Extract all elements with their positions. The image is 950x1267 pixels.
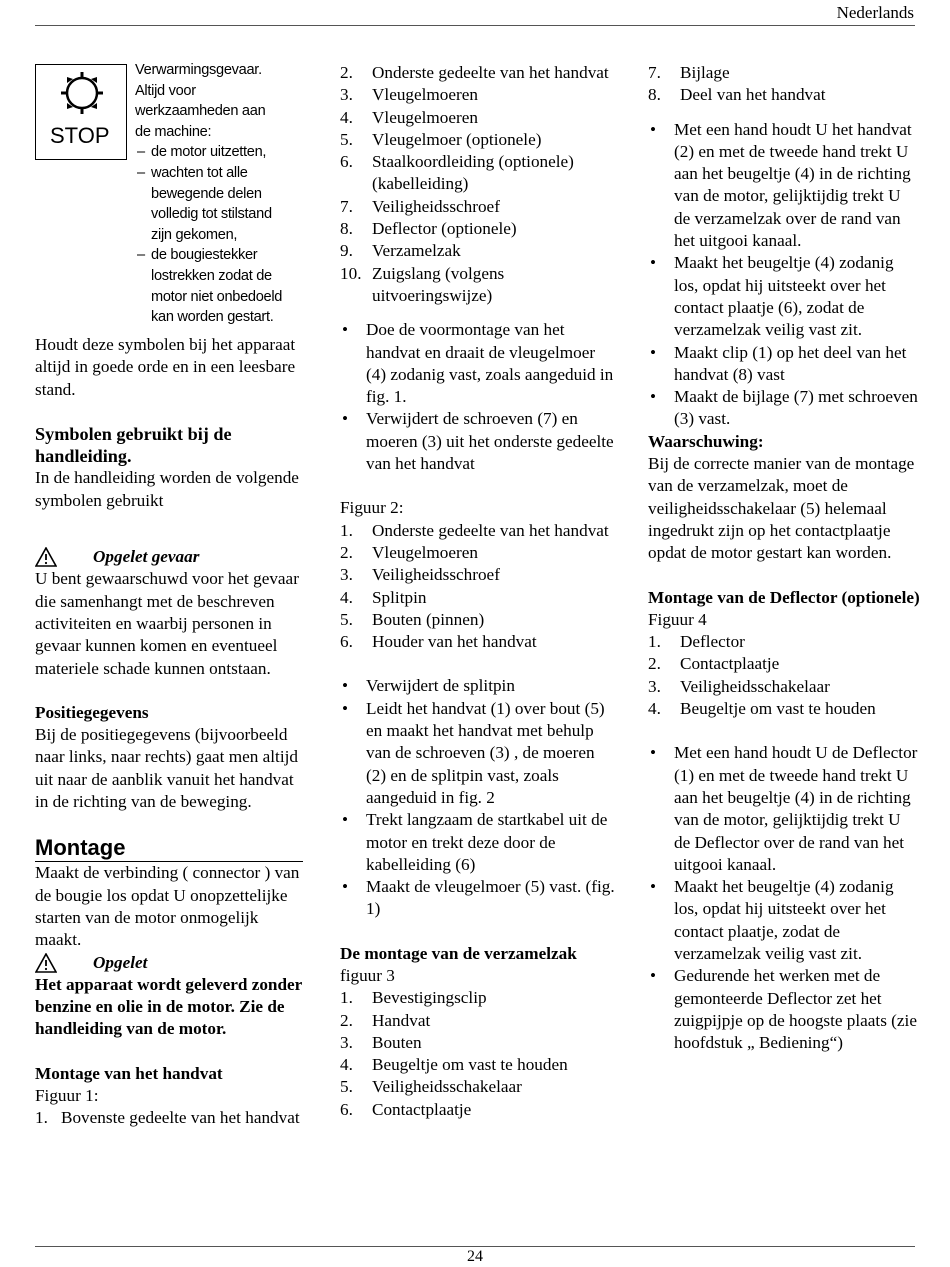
- header-language: Nederlands: [836, 3, 914, 22]
- page-number: 24: [467, 1248, 483, 1265]
- footer-rule: [35, 1246, 915, 1247]
- caution2-text: Het apparaat wordt geleverd zonder benzine en olie in de motor. Zie de handleiding van de motor.: [35, 974, 302, 1039]
- fig4-label: Figuur 4: [648, 609, 707, 629]
- list-item: • Trekt langzaam de startkabel uit de motor en trekt deze door de kabelleiding (6): [340, 809, 615, 876]
- symbols-keep-text: Houdt deze symbolen bij het apparaat altijd in goede orde en in een leesbare stand.: [35, 335, 296, 399]
- column-3: [648, 62, 920, 1054]
- warning-heading: Waarschuwing:: [648, 431, 764, 451]
- list-item: 7. Bijlage: [648, 63, 730, 82]
- position-text: Bij de positiegegevens (bijvoorbeeld naar links, naar rechts) gaat men altijd uit naar de aanblik vanuit het handvat in de richting van de beweging.: [35, 725, 298, 812]
- heat-warning-text: [135, 60, 325, 328]
- bag-heading: De montage van de verzamelzak: [340, 943, 577, 963]
- list-item: 10. Zuigslang (volgens uitvoeringswijze): [340, 263, 505, 305]
- heat-warning-line: de machine:: [135, 123, 212, 140]
- list-item: • Maakt de bijlage (7) met schroeven (3) vast.: [648, 386, 920, 431]
- bullets-bag: [648, 119, 920, 431]
- bullets-handle: [340, 675, 615, 920]
- fig3-list: [340, 987, 615, 1121]
- header-rule: [35, 25, 915, 26]
- list-item: 5. Vleugelmoer (optionele): [340, 129, 542, 149]
- fig2-list: [340, 520, 615, 654]
- list-item: 8. Deel van het handvat: [648, 85, 826, 105]
- list-item: 5. Bouten (pinnen): [340, 609, 485, 629]
- list-item: • Maakt het beugeltje (4) zodanig los, opdat hij uitsteekt over het contact plaatje, zodat de verzamelzak veilig vast zit.: [648, 876, 920, 965]
- handle-heading: Montage van het handvat: [35, 1063, 223, 1083]
- list-item: 2. Onderste gedeelte van het handvat: [340, 63, 609, 82]
- fig4-list: [648, 631, 920, 720]
- list-item: 6. Staalkoordleiding (optionele) (kabelleiding): [340, 152, 574, 194]
- list-item: 2. Vleugelmoeren: [340, 542, 478, 562]
- montage-heading: Montage: [35, 835, 303, 862]
- list-item: • Doe de voormontage van het handvat en draait de vleugelmoer (4) zodanig vast, zoals aangeduid in fig. 1.: [340, 319, 615, 408]
- list-item: 3. Vleugelmoeren: [340, 85, 478, 105]
- bullets-handle-pre: [340, 319, 615, 475]
- list-item: • Leidt het handvat (1) over bout (5) en maakt het handvat met behulp van de schroeven (3) , de moeren (2) en de splitpin vast, zoals aangeduid in fig. 2: [340, 698, 615, 809]
- montage-text: Maakt de verbinding ( connector ) van de bougie los opdat U onopzettelijke starten van de motor onmogelijk maakt.: [35, 863, 300, 950]
- fig1-list-cont: [340, 62, 615, 307]
- heat-warning-block: [35, 62, 305, 334]
- list-item: 3. Veiligheidsschakelaar: [648, 676, 830, 696]
- list-item: 8. Deflector (optionele): [340, 219, 517, 239]
- list-item: 4. Beugeltje om vast te houden: [648, 699, 876, 719]
- list-item: 4. Vleugelmoeren: [340, 107, 478, 127]
- list-item: • Met een hand houdt U het handvat (2) en met de tweede hand trekt U aan het beugeltje (4) in de richting van de motor, gelijktijdig trekt U de verzamelzak over de rand van het uitgooi kanaal.: [648, 119, 920, 253]
- list-item: 1. Bevestigingsclip: [340, 988, 487, 1008]
- fig1-label: Figuur 1:: [35, 1086, 99, 1106]
- heat-warning-step: – de motor uitzetten,: [135, 142, 325, 163]
- stop-label: STOP: [50, 123, 110, 148]
- heat-warning-line: Altijd voor: [135, 82, 196, 99]
- deflector-heading: Montage van de Deflector (optionele): [648, 587, 920, 607]
- list-item: • Gedurende het werken met de gemonteerde Deflector zet het zuigpijpje op de hoogste plaats (zie hoofdstuk „ Bediening“): [648, 965, 920, 1054]
- fig3-list-cont: [648, 62, 920, 107]
- list-item: 1. Onderste gedeelte van het handvat: [340, 520, 609, 540]
- list-item: 4. Splitpin: [340, 587, 427, 607]
- heat-warning-step: – wachten tot alle bewegende delen volledig tot stilstand zijn gekomen,: [135, 163, 325, 245]
- stop-icon: [35, 64, 127, 160]
- heat-warning-line: Verwarmingsgevaar.: [135, 62, 262, 78]
- list-item: 3. Bouten: [340, 1032, 422, 1052]
- list-item: 9. Verzamelzak: [340, 241, 461, 261]
- warning-triangle-icon: [35, 953, 57, 973]
- warning-triangle-icon: [35, 547, 57, 567]
- list-item: 6. Houder van het handvat: [340, 632, 537, 652]
- list-item: 6. Contactplaatje: [340, 1099, 472, 1119]
- list-item: 1. Bovenste gedeelte van het handvat: [35, 1108, 300, 1128]
- list-item: 5. Veiligheidsschakelaar: [340, 1077, 522, 1097]
- heat-warning-step: – de bougiestekker lostrekken zodat de motor niet onbedoeld kan worden gestart.: [135, 245, 325, 327]
- fig1-list-start: [35, 1107, 305, 1129]
- list-item: • Maakt de vleugelmoer (5) vast. (fig. 1): [340, 876, 615, 921]
- position-heading: Positiegegevens: [35, 702, 149, 722]
- caution2-label: Opgelet: [93, 952, 148, 972]
- list-item: • Met een hand houdt U de Deflector (1) en met de tweede hand trekt U aan het beugeltje (4) in de richting van de motor, gelijktijdig trekt U de Deflector over de rand van het uitgooi kanaal.: [648, 742, 920, 876]
- column-1: [35, 62, 305, 1130]
- list-item: 2. Handvat: [340, 1010, 431, 1030]
- symbols-heading: Symbolen gebruikt bij de handleiding.: [35, 423, 232, 467]
- caution2-row: [35, 952, 305, 974]
- symbols-intro: In de handleiding worden de volgende symbolen gebruikt: [35, 468, 299, 510]
- list-item: 1. Deflector: [648, 632, 745, 652]
- list-item: • Verwijdert de splitpin: [340, 675, 615, 697]
- list-item: • Maakt clip (1) op het deel van het handvat (8) vast: [648, 342, 920, 387]
- list-item: • Maakt het beugeltje (4) zodanig los, opdat hij uitsteekt over het contact plaatje (6), zodat de verzamelzak veilig vast zit.: [648, 252, 920, 341]
- heat-warning-line: werkzaamheden aan: [135, 103, 266, 120]
- list-item: 4. Beugeltje om vast te houden: [340, 1055, 568, 1075]
- fig3-label: figuur 3: [340, 965, 395, 985]
- warning-text: Bij de correcte manier van de montage van de verzamelzak, moet de veiligheidsschakelaar (5) helemaal ingedrukt zijn op het contactplaatje opdat de motor gestart kan worden.: [648, 454, 915, 563]
- caution-label: Opgelet gevaar: [93, 547, 200, 567]
- list-item: 2. Contactplaatje: [648, 654, 780, 674]
- fig2-label: Figuur 2:: [340, 498, 404, 518]
- caution-text: U bent gewaarschuwd voor het gevaar die samenhangt met de beschreven activiteiten en waarbij personen in gevaar kunnen komen en eventueel materiele schade kunnen ontstaan.: [35, 569, 299, 678]
- list-item: • Verwijdert de schroeven (7) en moeren (3) uit het onderste gedeelte van het handvat: [340, 408, 615, 475]
- column-2: [340, 62, 615, 1121]
- bullets-deflector: [648, 742, 920, 1054]
- list-item: 3. Veiligheidsschroef: [340, 565, 500, 585]
- list-item: 7. Veiligheidsschroef: [340, 196, 500, 216]
- caution-row: [35, 546, 305, 568]
